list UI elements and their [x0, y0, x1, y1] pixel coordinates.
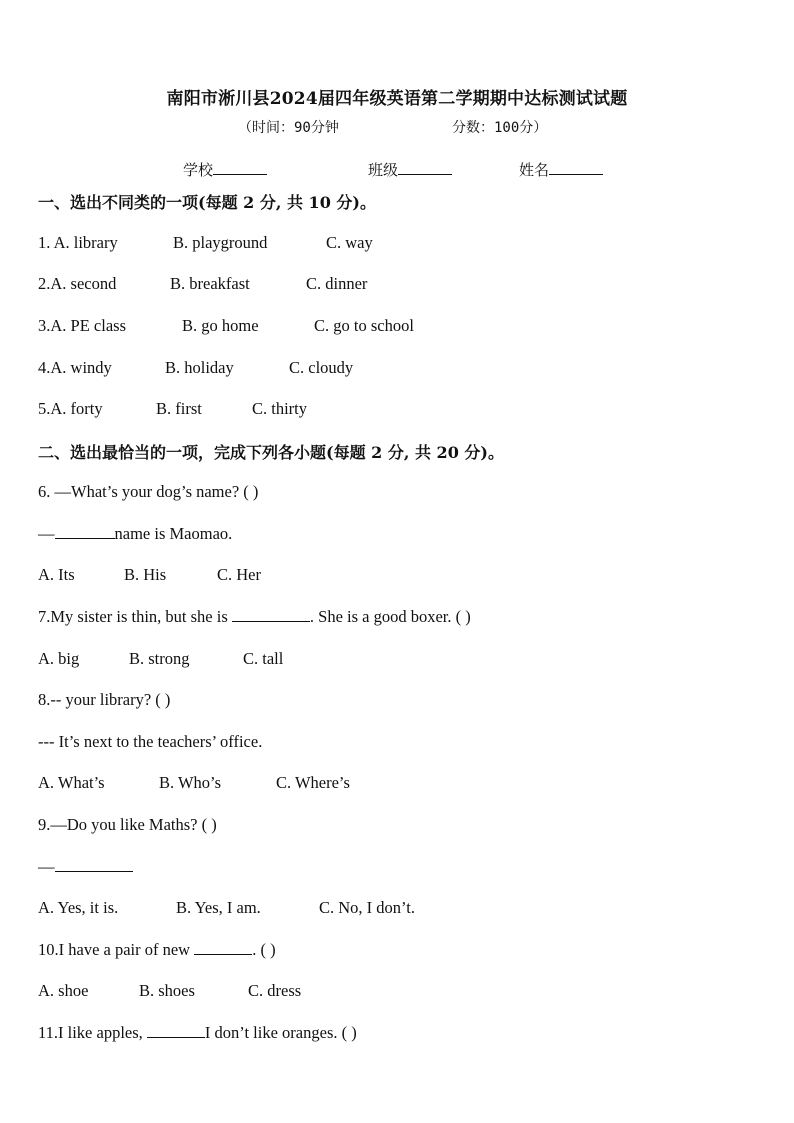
exam-time: （时间：90分钟	[238, 120, 339, 136]
q10-stem-start: 10.I have a pair of new	[38, 940, 191, 959]
q3-option-c: C. go to school	[314, 316, 414, 335]
q6-reply-text: name is Maomao.	[114, 524, 233, 543]
q10-stem-end: . ( )	[252, 940, 276, 959]
q10-stem	[38, 940, 276, 960]
q6-stem: 6. —What’s your dog’s name? ( )	[38, 482, 259, 501]
q7-stem-end: . She is a good boxer. ( )	[309, 607, 471, 626]
q5-option-b: B. first	[156, 399, 202, 418]
q7-option-b: B. strong	[129, 649, 190, 668]
q2-option-b: B. breakfast	[170, 274, 250, 293]
q4-option-c: C. cloudy	[289, 358, 354, 377]
q3-option-b: B. go home	[182, 316, 259, 335]
exam-score: 分数：100分）	[452, 120, 548, 136]
q9-option-c: C. No, I don’t.	[319, 898, 415, 917]
q2-option-c: C. dinner	[306, 274, 368, 293]
q5-option-c: C. thirty	[252, 399, 308, 418]
name-label: 姓名	[519, 161, 550, 179]
q8-reply: --- It’s next to the teachers’ office.	[38, 732, 263, 751]
q10-option-c: C. dress	[248, 981, 302, 1000]
q7-stem-start: 7.My sister is thin, but she is	[38, 607, 228, 626]
q7-blank	[232, 607, 310, 622]
q9-reply	[38, 857, 133, 877]
q11-stem	[38, 1023, 357, 1043]
q1-option-a: 1. A. library	[38, 233, 118, 252]
q4-option-b: B. holiday	[165, 358, 234, 377]
q8-option-a: A. What’s	[38, 773, 105, 792]
q6-option-a: A. Its	[38, 565, 75, 584]
section-1-heading: 一、选出不同类的一项(每题 2 分, 共 10 分)。	[38, 193, 376, 212]
q5-option-a: 5.A. forty	[38, 399, 103, 418]
q7-stem	[38, 607, 471, 627]
q7-option-a: A. big	[38, 649, 80, 668]
q6-reply	[38, 524, 232, 544]
school-blank	[213, 160, 267, 175]
class-blank	[398, 160, 452, 175]
q6-reply-dash: —	[38, 524, 55, 543]
q7-option-c: C. tall	[243, 649, 284, 668]
q11-blank	[147, 1023, 205, 1038]
q6-option-c: C. Her	[217, 565, 261, 584]
class-label: 班级	[368, 161, 399, 179]
q9-stem: 9.—Do you like Maths? ( )	[38, 815, 217, 834]
school-label: 学校	[183, 161, 214, 179]
section-2-heading: 二、选出最恰当的一项，完成下列各小题(每题 2 分, 共 20 分)。	[38, 443, 504, 462]
q6-option-b: B. His	[124, 565, 167, 584]
q9-reply-dash: —	[38, 857, 55, 876]
q10-option-a: A. shoe	[38, 981, 89, 1000]
q9-option-b: B. Yes, I am.	[176, 898, 261, 917]
q8-option-c: C. Where’s	[276, 773, 350, 792]
q8-stem: 8.-- your library? ( )	[38, 690, 171, 709]
q6-blank	[55, 524, 115, 539]
name-field	[519, 159, 603, 180]
q1-option-c: C. way	[326, 233, 373, 252]
name-blank	[549, 160, 603, 175]
school-field	[183, 159, 267, 180]
q10-blank	[194, 940, 252, 955]
q1-option-b: B. playground	[173, 233, 268, 252]
exam-title: 南阳市淅川县2024届四年级英语第二学期期中达标测试试题	[166, 89, 628, 109]
q11-stem-start: 11.I like apples,	[38, 1023, 143, 1042]
q11-stem-end: I don’t like oranges. ( )	[204, 1023, 357, 1042]
q4-option-a: 4.A. windy	[38, 358, 112, 377]
q2-option-a: 2.A. second	[38, 274, 117, 293]
q10-option-b: B. shoes	[139, 981, 195, 1000]
q9-option-a: A. Yes, it is.	[38, 898, 119, 917]
q8-option-b: B. Who’s	[159, 773, 222, 792]
q9-blank	[55, 857, 133, 872]
q3-option-a: 3.A. PE class	[38, 316, 126, 335]
class-field	[368, 159, 452, 180]
